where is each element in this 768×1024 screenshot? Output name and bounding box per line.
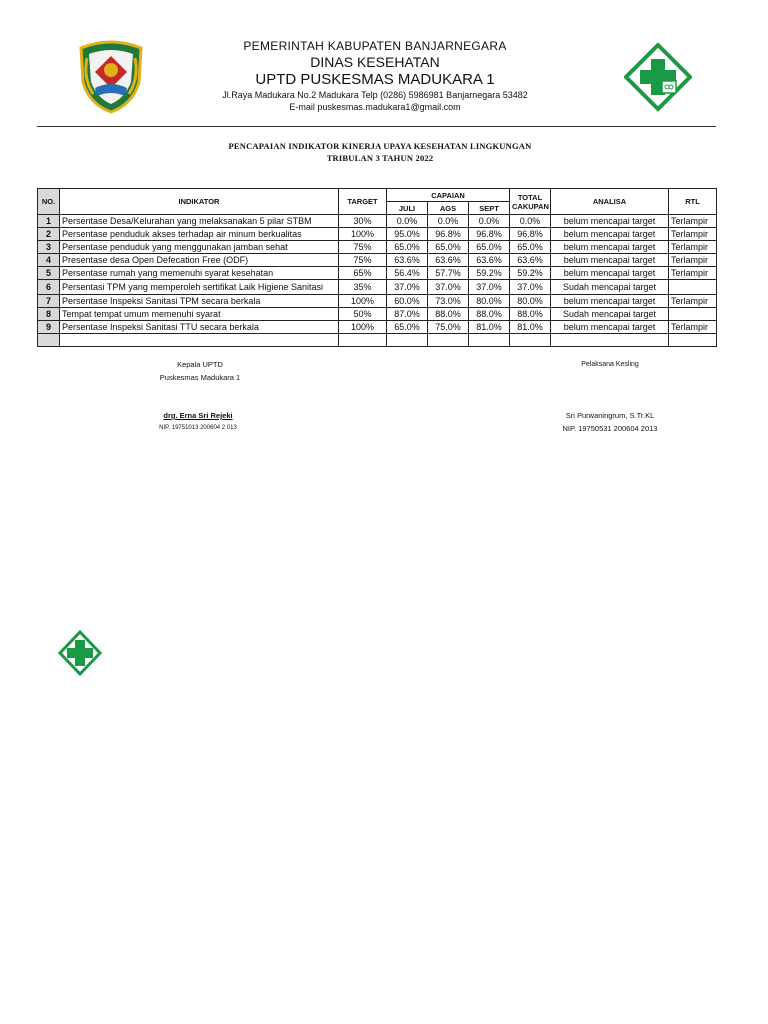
document-subtitle: TRIBULAN 3 TAHUN 2022 [326,153,434,163]
row-juli: 87.0% [387,308,428,321]
indicator-table [37,188,717,347]
header-rtl: RTL [669,189,717,215]
row-juli: 56.4% [387,267,428,280]
table-row [38,215,717,228]
row-juli: 63.6% [387,254,428,267]
header-total-line2: CAKUPAN [512,201,549,211]
row-target: 100% [339,321,387,334]
row-juli: 95.0% [387,228,428,241]
row-sept: 80.0% [469,295,510,308]
empty-cell [60,334,339,347]
table-row [38,267,717,280]
row-juli: 0.0% [387,215,428,228]
row-target: 75% [339,241,387,254]
right-signature-role: Pelaksana Kesling [581,361,639,368]
row-juli: 65.0% [387,241,428,254]
row-target: 50% [339,308,387,321]
row-indikator: Tempat tempat umum memenuhi syarat [60,308,339,321]
row-no: 1 [38,215,60,228]
row-rtl [669,308,717,321]
row-ags: 96.8% [428,228,469,241]
table-row [38,254,717,267]
row-no: 4 [38,254,60,267]
row-rtl: Terlampir [669,254,717,267]
row-analisa: Sudah mencapai target [551,280,669,295]
table-header-row [38,189,717,202]
row-no: 2 [38,228,60,241]
row-sept: 37.0% [469,280,510,295]
header-total-line1: TOTAL [517,192,543,202]
header-address: Jl.Raya Madukara No.2 Madukara Telp (0286) 5986981 Banjarnegara 53482 [222,90,528,100]
header-email: E-mail puskesmas.madukara1@gmail.com [289,102,461,112]
row-sept: 0.0% [469,215,510,228]
table-row [38,308,717,321]
table-row [38,295,717,308]
row-target: 75% [339,254,387,267]
row-ags: 65.0% [428,241,469,254]
row-indikator: Persentase penduduk akses terhadap air minum berkualitas [60,228,339,241]
header-ags: AGS [428,202,469,215]
empty-cell [669,334,717,347]
row-sept: 96.8% [469,228,510,241]
row-ags: 75.0% [428,321,469,334]
puskesmas-cross-icon [58,630,102,676]
row-ags: 0.0% [428,215,469,228]
header-indikator: INDIKATOR [60,189,339,215]
row-no: 7 [38,295,60,308]
header-total [510,189,551,215]
header-no: NO. [38,189,60,215]
row-analisa: belum mencapai target [551,321,669,334]
table-row [38,321,717,334]
table-row [38,228,717,241]
row-total: 65.0% [510,241,551,254]
row-indikator: Persentasi TPM yang memperoleh sertifikat Laik Higiene Sanitasi [60,280,339,295]
row-target: 100% [339,228,387,241]
row-analisa: belum mencapai target [551,295,669,308]
row-indikator: Persentase Inspeksi Sanitasi TPM secara berkala [60,295,339,308]
header-government: PEMERINTAH KABUPATEN BANJARNEGARA [243,39,507,53]
right-signature-name: Sri Purwaningrum, S.Tr.KL [565,411,655,420]
row-total: 80.0% [510,295,551,308]
row-target: 35% [339,280,387,295]
row-ags: 88.0% [428,308,469,321]
row-total: 81.0% [510,321,551,334]
table-row [38,280,717,295]
row-ags: 73.0% [428,295,469,308]
puskesmas-logo-icon [624,43,692,121]
header-agency: DINAS KESEHATAN [310,54,440,70]
row-total: 88.0% [510,308,551,321]
row-ags: 57.7% [428,267,469,280]
header-sept: SEPT [469,202,510,215]
header-capaian: CAPAIAN [387,189,510,202]
left-signature-nip: NIP. 19751013 200604 2 013 [159,425,237,431]
row-rtl: Terlampir [669,321,717,334]
empty-cell [551,334,669,347]
row-rtl: Terlampir [669,241,717,254]
row-no: 9 [38,321,60,334]
row-no: 5 [38,267,60,280]
header-divider [37,126,716,127]
row-indikator: Persentase rumah yang memenuhi syarat kesehatan [60,267,339,280]
row-total: 59.2% [510,267,551,280]
row-indikator: Persentase Inspeksi Sanitasi TTU secara berkala [60,321,339,334]
left-signature-role: Kepala UPTD [177,360,223,369]
row-target: 65% [339,267,387,280]
row-target: 30% [339,215,387,228]
header-target: TARGET [339,189,387,215]
row-no: 8 [38,308,60,321]
row-no: 6 [38,280,60,295]
header-unit: UPTD PUSKESMAS MADUKARA 1 [255,71,495,88]
row-indikator: Persentase Desa/Kelurahan yang melaksanakan 5 pilar STBM [60,215,339,228]
row-juli: 37.0% [387,280,428,295]
row-rtl: Terlampir [669,295,717,308]
empty-cell [469,334,510,347]
row-total: 37.0% [510,280,551,295]
right-signature-nip: NIP. 19750531 200604 2013 [562,424,658,433]
row-sept: 88.0% [469,308,510,321]
header-analisa: ANALISA [551,189,669,215]
row-indikator: Presentase desa Open Defecation Free (ODF) [60,254,339,267]
empty-cell [339,334,387,347]
row-juli: 65.0% [387,321,428,334]
row-sept: 81.0% [469,321,510,334]
left-signature-unit: Puskesmas Madukara 1 [159,373,241,382]
empty-cell [428,334,469,347]
row-no: 3 [38,241,60,254]
empty-cell [387,334,428,347]
row-total: 0.0% [510,215,551,228]
table-row [38,241,717,254]
row-rtl: Terlampir [669,215,717,228]
row-analisa: belum mencapai target [551,228,669,241]
row-target: 100% [339,295,387,308]
empty-cell [510,334,551,347]
row-indikator: Persentase penduduk yang menggunakan jamban sehat [60,241,339,254]
row-sept: 65.0% [469,241,510,254]
row-rtl: Terlampir [669,267,717,280]
row-sept: 63.6% [469,254,510,267]
row-ags: 63.6% [428,254,469,267]
row-juli: 60.0% [387,295,428,308]
left-signature-name: drg. Erna Sri Rejeki [163,411,233,420]
row-analisa: Sudah mencapai target [551,308,669,321]
row-no-empty [38,334,60,347]
row-rtl [669,280,717,295]
row-sept: 59.2% [469,267,510,280]
table-empty-row [38,334,717,347]
row-ags: 37.0% [428,280,469,295]
row-rtl: Terlampir [669,228,717,241]
row-analisa: belum mencapai target [551,215,669,228]
row-total: 63.6% [510,254,551,267]
row-total: 96.8% [510,228,551,241]
row-analisa: belum mencapai target [551,254,669,267]
document-title: PENCAPAIAN INDIKATOR KINERJA UPAYA KESEHATAN LINGKUNGAN [228,141,532,151]
header-juli: JULI [387,202,428,215]
row-analisa: belum mencapai target [551,267,669,280]
row-analisa: belum mencapai target [551,241,669,254]
